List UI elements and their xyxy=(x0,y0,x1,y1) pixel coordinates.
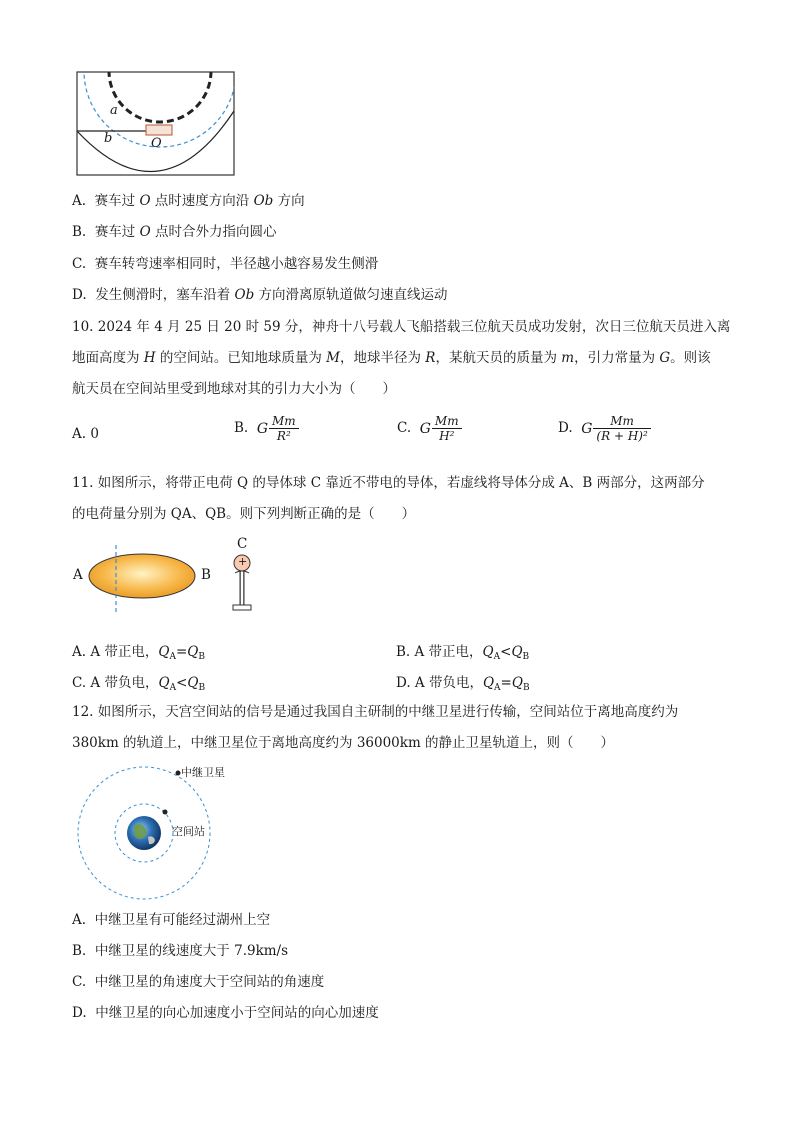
label-A: A xyxy=(73,567,83,583)
q11-option-d[interactable]: D. A 带负电，$Q_A=Q_B$ xyxy=(396,675,530,693)
q9-option-a[interactable]: A. 赛车过 O 点时速度方向沿 Ob 方向 xyxy=(72,193,305,209)
q10-option-a[interactable]: A. 0 xyxy=(72,426,99,442)
q12-option-c[interactable]: C. 中继卫星的角速度大于空间站的角速度 xyxy=(72,974,325,990)
label-o: O xyxy=(151,136,162,151)
label-a: a xyxy=(110,103,118,118)
label-B: B xyxy=(201,567,211,583)
q11-stem-line2: 的电荷量分别为 QA、QB。则下列判断正确的是（ ） xyxy=(72,506,416,522)
q12-option-d[interactable]: D. 中继卫星的向心加速度小于空间站的向心加速度 xyxy=(72,1005,379,1021)
label-b: b xyxy=(104,131,113,146)
q10-option-d[interactable]: D. G $\frac{Mm}{\text{(R + H)²}}$ xyxy=(558,414,651,443)
q12-stem-line2: 380km 的轨道上，中继卫星位于离地高度约为 36000km 的静止卫星轨道上，则（ ） xyxy=(72,735,615,751)
q10-stem-line3: 航天员在空间站里受到地球对其的引力大小为（ ） xyxy=(72,381,396,397)
q9-option-c[interactable]: C. 赛车转弯速率相同时，半径越小越容易发生侧滑 xyxy=(72,256,379,272)
q10-option-c[interactable]: C. G $\frac{Mm}{\text{H²}}$ xyxy=(397,414,462,443)
q10-stem-line1: 10. 2024 年 4 月 25 日 20 时 59 分，神舟十八号载人飞船搭载三位航天员成功发射，次日三位航天员进入离 xyxy=(72,319,731,335)
race-track-figure xyxy=(76,71,236,177)
q10-option-b[interactable]: B. G $\frac{Mm}{\text{R²}}$ xyxy=(234,414,299,443)
q9-option-d[interactable]: D. 发生侧滑时，塞车沿着 Ob 方向滑离原轨道做匀速直线运动 xyxy=(72,287,448,303)
label-C: C xyxy=(237,536,248,552)
plus-sign: + xyxy=(238,555,248,568)
q11-stem-line1: 11. 如图所示，将带正电荷 Q 的导体球 C 靠近不带电的导体，若虚线将导体分成 A、B 两部分，这两部分 xyxy=(72,475,705,491)
q12-option-b[interactable]: B. 中继卫星的线速度大于 7.9km/s xyxy=(72,943,289,959)
q12-stem-line1: 12. 如图所示，天宫空间站的信号是通过我国自主研制的中继卫星进行传输，空间站位于离地高度约为 xyxy=(72,704,679,720)
q10-stem-line2: 地面高度为 H 的空间站。已知地球质量为 M，地球半径为 R，某航天员的质量为 m，引力常量为 G。则该 xyxy=(72,350,711,366)
q12-option-a[interactable]: A. 中继卫星有可能经过湖州上空 xyxy=(72,912,271,928)
q11-option-a[interactable]: A. A 带正电，$Q_A=Q_B$ xyxy=(72,644,205,662)
q11-option-b[interactable]: B. A 带正电，$Q_A<Q_B$ xyxy=(396,644,530,662)
space-station-label: 空间站 xyxy=(172,825,205,838)
relay-satellite-label: 中继卫星 xyxy=(181,766,225,779)
q11-option-c[interactable]: C. A 带负电，$Q_A<Q_B$ xyxy=(72,675,206,693)
q9-option-b[interactable]: B. 赛车过 O 点时合外力指向圆心 xyxy=(72,224,277,240)
